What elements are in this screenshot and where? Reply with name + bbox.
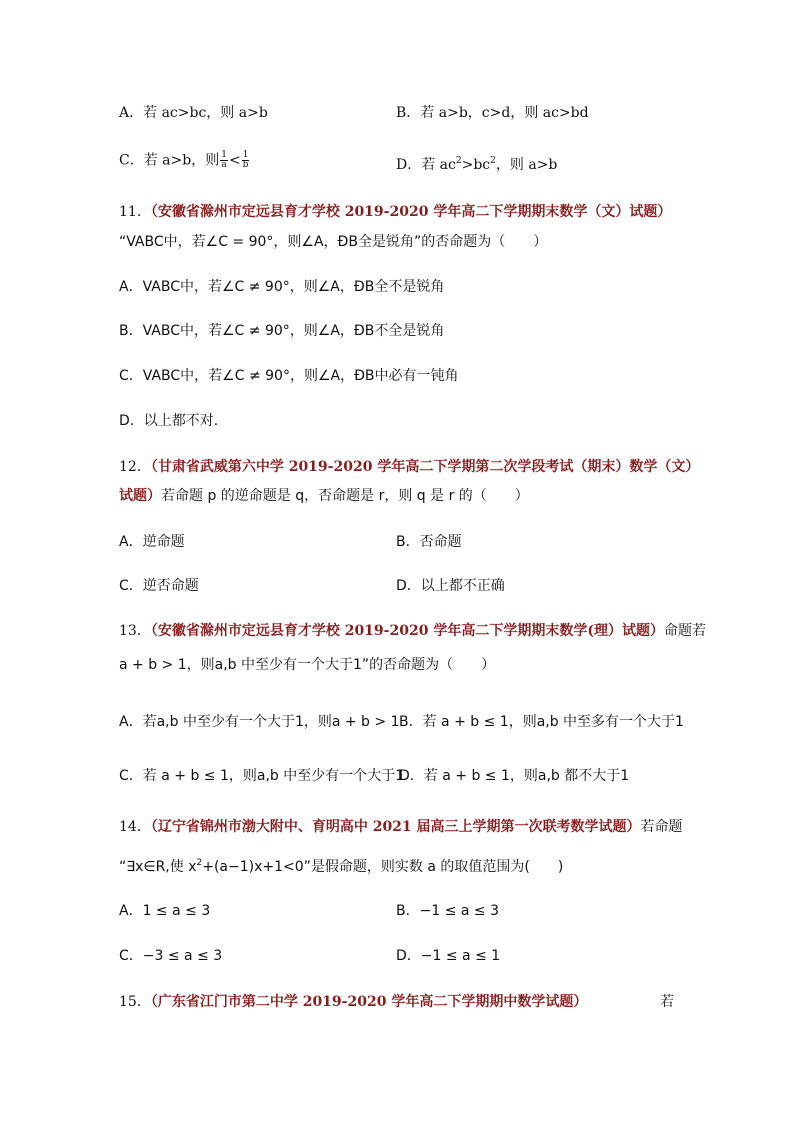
q12-source-cont: 试题） [119, 488, 161, 504]
q14-heading: 14．（辽宁省锦州市渤大附中、育明高中 2021 届高三上学期第一次联考数学试题）若命题 [119, 819, 683, 835]
q11-stem: “VABC中，若∠C = 90°，则∠A，ÐB全是锐角”的否命题为（ ） [119, 234, 548, 250]
q12-option-b: B．否命题 [396, 534, 462, 550]
q13-option-a: A．若a,b 中至少有一个大于1，则a + b > 1 [119, 714, 400, 730]
q15-heading: 15．（广东省江门市第二中学 2019-2020 学年高二下学期期中数学试题） [119, 994, 588, 1010]
q14-option-b: B．−1 ≤ a ≤ 3 [396, 903, 499, 919]
q14-option-c: C．−3 ≤ a ≤ 3 [119, 948, 223, 964]
q10-option-b: B．若 a>b，c>d，则 ac>bd [396, 105, 589, 121]
q11-option-c: C．VABC中，若∠C ≠ 90°，则∠A，ÐB中必有一钝角 [119, 368, 459, 384]
q13-option-b: B．若 a + b ≤ 1，则a,b 中至多有一个大于1 [399, 714, 684, 730]
fraction-1-over-b: $\frac{1}{b}$ [242, 150, 249, 170]
q13-heading: 13．（安徽省滁州市定远县育才学校 2019-2020 学年高二下学期期末数学(理）试题）命题若 [119, 623, 706, 639]
q12-option-a: A．逆命题 [119, 534, 185, 550]
q14-source: （辽宁省锦州市渤大附中、育明高中 2021 届高三上学期第一次联考数学试题） [150, 819, 641, 835]
q11-heading: 11．（安徽省滁州市定远县育才学校 2019-2020 学年高二下学期期末数学（文）试题） [119, 204, 672, 220]
q10-option-c: C．若 a>b，则 $\frac{1}{a}$ < $\frac{1}{b}$ [119, 150, 249, 170]
q11-option-a: A．VABC中，若∠C ≠ 90°，则∠A，ÐB全不是锐角 [119, 279, 445, 295]
q13-option-c: C．若 a + b ≤ 1，则a,b 中至少有一个大于1 [119, 768, 405, 784]
q11-source: （安徽省滁州市定远县育才学校 2019-2020 学年高二下学期期末数学（文）试题） [150, 204, 672, 220]
q14-option-d: D．−1 ≤ a ≤ 1 [396, 948, 501, 964]
q13-option-d: D．若 a + b ≤ 1，则a,b 都不大于1 [399, 768, 630, 784]
q15-stem: 若 [660, 994, 674, 1010]
fraction-1-over-a: $\frac{1}{a}$ [221, 150, 227, 170]
q10-option-a: A．若 ac>bc，则 a>b [119, 105, 268, 121]
q14-stem: “∃x∈R,使 $x^2+(a-1)x+1<0$”是假命题，则实数 a 的取值范围为( ) [119, 858, 564, 875]
q12-heading: 12．（甘肃省武威第六中学 2019-2020 学年高二下学期第二次学段考试（期末）数学（文） [119, 459, 700, 475]
q12-source: （甘肃省武威第六中学 2019-2020 学年高二下学期第二次学段考试（期末）数学（文） [150, 459, 700, 475]
q10-option-d: D．若 $ac^2>bc^2$，则 a>b [396, 156, 558, 173]
q12-stem-line: 试题）若命题 p 的逆命题是 q，否命题是 r，则 q 是 r 的（ ） [119, 488, 529, 504]
q12-option-c: C．逆否命题 [119, 578, 199, 594]
q15-source: （广东省江门市第二中学 2019-2020 学年高二下学期期中数学试题） [150, 994, 588, 1010]
q13-stem: a + b > 1，则a,b 中至少有一个大于1”的否命题为（ ） [119, 657, 496, 673]
q11-option-d: D．以上都不对. [119, 413, 219, 429]
q14-option-a: A．1 ≤ a ≤ 3 [119, 903, 211, 919]
q12-option-d: D．以上都不正确 [396, 578, 505, 594]
q13-source: （安徽省滁州市定远县育才学校 2019-2020 学年高二下学期期末数学(理）试题） [150, 623, 664, 639]
q11-option-b: B．VABC中，若∠C ≠ 90°，则∠A，ÐB不全是锐角 [119, 323, 445, 339]
